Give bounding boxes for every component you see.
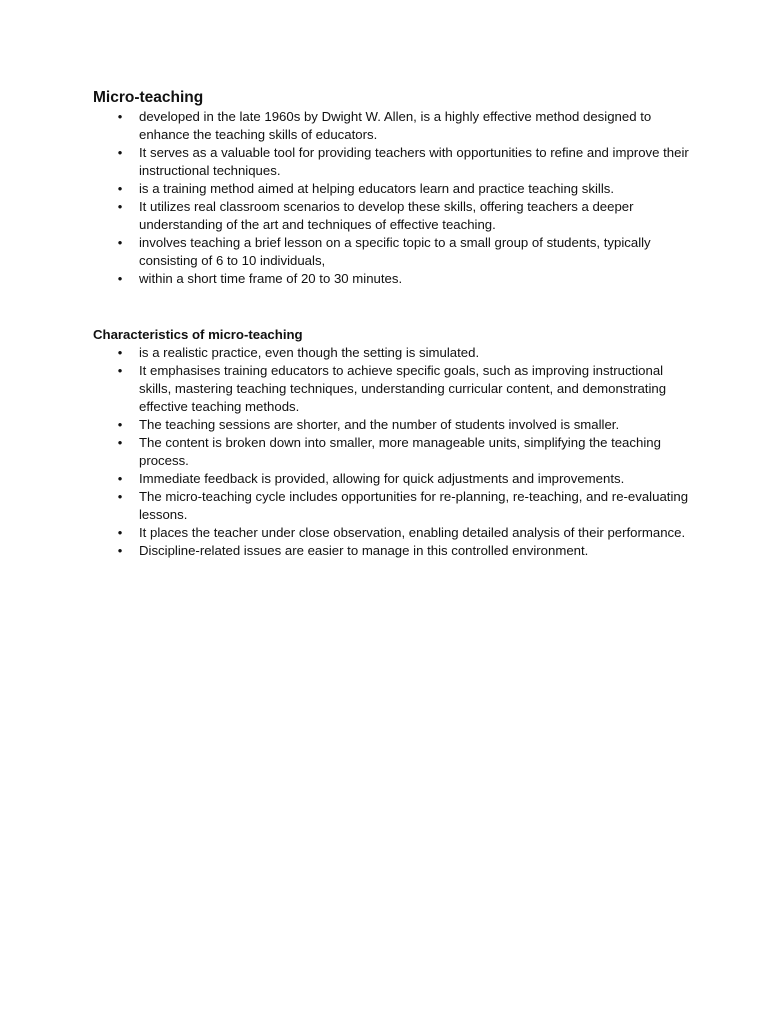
list-item-text: The micro-teaching cycle includes opportunities for re-planning, re-teaching, and re-evaluating lessons. — [139, 489, 689, 522]
list-item — [93, 470, 693, 488]
list-item — [93, 542, 693, 560]
list-item — [93, 234, 693, 270]
list-item-text: developed in the late 1960s by Dwight W. Allen, is a highly effective method designed to enhance the teaching skills of educators. — [139, 109, 652, 142]
list-item — [93, 180, 693, 198]
list-item-text: Discipline-related issues are easier to manage in this controlled environment. — [139, 543, 589, 558]
bullet-icon: • — [117, 417, 123, 432]
bullet-icon: • — [117, 543, 123, 558]
bullet-icon: • — [117, 145, 123, 160]
list-item — [93, 198, 693, 234]
list-item-text: within a short time frame of 20 to 30 minutes. — [139, 271, 403, 286]
bullet-list-micro-teaching — [93, 108, 693, 288]
bullet-icon: • — [117, 471, 123, 486]
list-item-text: The content is broken down into smaller, more manageable units, simplifying the teaching process. — [139, 435, 661, 468]
bullet-icon: • — [117, 199, 123, 214]
list-item-text: is a realistic practice, even though the setting is simulated. — [139, 345, 480, 360]
bullet-icon: • — [117, 181, 123, 196]
bullet-icon: • — [117, 109, 123, 124]
bullet-icon: • — [117, 235, 123, 250]
bullet-icon: • — [117, 435, 123, 450]
list-item-text: It serves as a valuable tool for providing teachers with opportunities to refine and improve their instructional techniques. — [139, 145, 689, 178]
bullet-icon: • — [117, 525, 123, 540]
list-item — [93, 488, 693, 524]
list-item — [93, 362, 693, 416]
bullet-icon: • — [117, 363, 123, 378]
list-item-text: It utilizes real classroom scenarios to develop these skills, offering teachers a deeper understanding of the art and techniques of effective teaching. — [139, 199, 634, 232]
list-item — [93, 144, 693, 180]
list-item — [93, 344, 693, 362]
list-item — [93, 524, 693, 542]
list-item-text: is a training method aimed at helping educators learn and practice teaching skills. — [139, 181, 615, 196]
bullet-icon: • — [117, 271, 123, 286]
list-item-text: The teaching sessions are shorter, and the number of students involved is smaller. — [139, 417, 620, 432]
section-micro-teaching — [93, 88, 693, 288]
list-item — [93, 434, 693, 470]
bullet-icon: • — [117, 345, 123, 360]
section-heading-micro-teaching: Micro-teaching — [93, 89, 204, 106]
list-item — [93, 416, 693, 434]
list-item — [93, 108, 693, 144]
bullet-list-characteristics — [93, 344, 693, 560]
list-item — [93, 270, 693, 288]
section-heading-characteristics: Characteristics of micro-teaching — [93, 327, 303, 342]
section-characteristics — [93, 326, 693, 560]
list-item-text: It places the teacher under close observation, enabling detailed analysis of their performance. — [139, 525, 686, 540]
list-item-text: It emphasises training educators to achieve specific goals, such as improving instructional skills, mastering teaching techniques, understanding curricular content, and demonstrating effective teaching methods. — [139, 363, 667, 414]
list-item-text: involves teaching a brief lesson on a specific topic to a small group of students, typically consisting of 6 to 10 individuals, — [139, 235, 651, 268]
bullet-icon: • — [117, 489, 123, 504]
list-item-text: Immediate feedback is provided, allowing for quick adjustments and improvements. — [139, 471, 625, 486]
